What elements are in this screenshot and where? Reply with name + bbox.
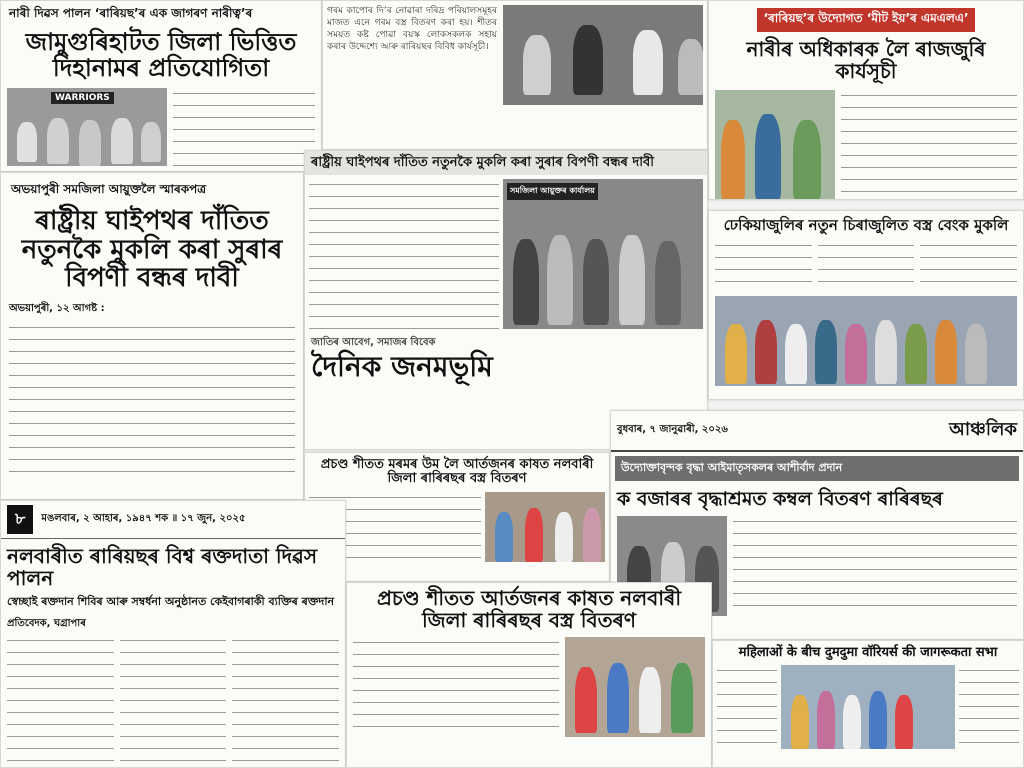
clip-nalbari-winter-small [304, 452, 610, 582]
clip3-text [841, 90, 1017, 200]
clip9-headline: নলবাৰীত ৰাৰিয়ছৰ বিশ্ব ৰক্তদাতা দিৱস পালন [7, 544, 318, 590]
clip3-photo [715, 90, 835, 200]
clip9-page-number: ৮ [7, 505, 33, 534]
clip4-byline: অভয়াপুৰী, ১২ আগষ্ট : [9, 302, 105, 314]
clip8-kicker: উদ্যোক্তাবৃন্দক বৃদ্ধা আইমাতৃসকলৰ আশীৰ্বাদ প্ৰদান [615, 456, 1019, 481]
clip7-photo [485, 492, 605, 562]
clip8-section: আঞ্চলিক [949, 419, 1017, 440]
clip11-headline: महिलाओं के बीच दुमदुमा वॉरियर्स की जागरूकता सभा [738, 645, 998, 660]
clip5-photo [503, 179, 703, 329]
clip1-photo [7, 88, 167, 166]
clip3-headline: নাৰীৰ অধিকাৰক লৈ ৰাজজুৰি কাৰ্যসূচী [746, 37, 986, 83]
clip8-date: বুধবাৰ, ৭ জানুৱাৰী, ২০২৬ [617, 424, 728, 435]
clip7-headline: প্ৰচণ্ড শীতত মৰমৰ উম লৈ আৰ্তজনৰ কাষত নলবাৰী জিলা ৰাৰিৰছৰ বস্ত্ৰ বিতৰণ [320, 457, 594, 487]
clip1-banner: WARRIORS [51, 92, 114, 104]
clip5-headline: ৰাষ্ট্ৰীয় ঘাইপথৰ দাঁতিত নতুনকৈ মুকলি কৰা সুৰাৰ বিপণী বন্ধৰ দাবী [305, 151, 707, 175]
clip3-tag: ‘ৰাৰিয়ছ’ৰ উদ্যোগত ‘মীট ইয়’ৰ এমএলএ’ [757, 8, 974, 32]
clip5-paper-title: দৈনিক জনমভূমি [311, 350, 493, 384]
clip6-headline: ঢেকিয়াজুলিৰ নতুন চিৰাজুলিত বস্ত্ৰ বেংক মুকলি [723, 216, 1009, 234]
clip-doomdooma-warriors [712, 640, 1024, 768]
clip-blanket-distribution [322, 0, 708, 150]
clip-women-rights [708, 0, 1024, 200]
clip10-text [353, 637, 559, 737]
clip8-headline: ক বজাৰৰ বৃদ্ধাশ্ৰমত কম্বল বিতৰণ ৰাৰিৰছৰ [617, 488, 943, 510]
clip-jamugurihat [0, 0, 322, 172]
clip-clothes-bank [708, 210, 1024, 400]
clip2-photo [503, 5, 703, 105]
clip-liquor-shop-photo [304, 150, 708, 450]
clip10-headline: প্ৰচণ্ড শীতত আৰ্তজনৰ কাষত নলবাৰী জিলা ৰাৰিৰছৰ বস্ত্ৰ বিতৰণ [376, 586, 682, 632]
clip-blood-donor-day [0, 500, 346, 768]
clip9-date: মঙলবাৰ, ২ আহাৰ, ১৯৪৭ শক ॥ ১৭ জুন, ২০২৫ [41, 513, 246, 524]
clip5-sign: সমজিলা আয়ুক্তৰ কাৰ্যালয় [507, 183, 598, 200]
clip4-kicker: অভয়াপুৰী সমজিলা আয়ুক্তলৈ স্মাৰকপত্ৰ [11, 182, 207, 196]
clip-nalbari-winter-large [346, 582, 712, 768]
clip4-text [9, 322, 295, 472]
clip11-photo [781, 665, 955, 749]
clip2-body: গৰম কাপোৰ দি’ৰ নোৱাৰা দৰিদ্ৰ পৰিয়ালসমূহৰ মাজত এনে গৰম বস্ত্ৰ বিতৰণ কৰা হয়। শীতৰ সময়ত কষ্ট পোৱা বয়স্ক লোকসকলক সহায় কৰাৰ উদ্দেশ্যে আৰু ৰাৰিয়ছৰ বিবিধ কাৰ্যসূচী। [327, 6, 497, 52]
clip1-headline: জামুগুৰিহাটত জিলা ভিত্তিত দিহানামৰ প্ৰতিযোগিতা [25, 27, 297, 83]
clip10-photo [565, 637, 705, 737]
clip5-caption: জাতিৰ আবেগ, সমাজৰ বিবেক [311, 337, 436, 349]
clip-abhayapuri-memo [0, 172, 304, 500]
clip8-text [733, 516, 1017, 616]
clip6-photo [715, 296, 1017, 386]
clip9-byline: প্ৰতিবেদক, ঘগ্ৰাপাৰ [7, 618, 86, 629]
clip4-headline: ৰাষ্ট্ৰীয় ঘাইপথৰ দাঁতিত নতুনকৈ মুকলি কৰা সুৰাৰ বিপণী বন্ধৰ দাবী [21, 206, 283, 294]
clip1-kicker: নাৰী দিৱস পালন ‘ৰাৰিয়ছ’ৰ এক জাগৰণ নাৰীত্ব’ৰ [9, 6, 253, 20]
clip5-text [309, 179, 499, 329]
clip9-subheadline: স্বেচ্ছাই ৰক্তদান শিবিৰ আৰু সম্বৰ্ধনা অনুষ্ঠানত কেইবাগৰাকী ব্যক্তিৰ ৰক্তদান [7, 595, 335, 608]
clip1-text [173, 88, 315, 166]
